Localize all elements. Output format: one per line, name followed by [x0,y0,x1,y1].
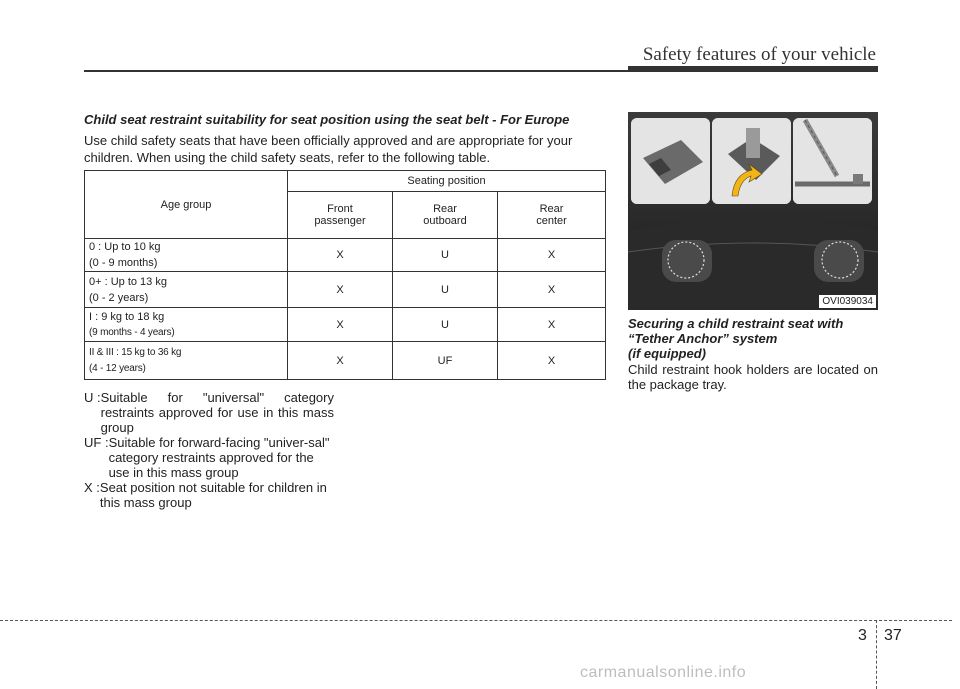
table-cell: X [288,342,393,380]
tether-title-line: (if equipped) [628,346,706,361]
table-legend [84,390,334,510]
table-cell: X [498,308,606,342]
age-group-header: Age group [85,171,288,239]
page-number: 37 [884,627,902,644]
table-cell: X [288,272,393,308]
age-cell [85,272,288,308]
intro-paragraph: Use child safety seats that have been officially approved and are appropriate for your children. When using the child safety seats, refer to the following table. [84,133,573,165]
tether-body: Child restraint hook holders are located on the package tray. [628,362,878,392]
tether-section-title [628,316,878,361]
age-cell [85,308,288,342]
age-label: 0 : Up to 10 kg [89,241,161,253]
col-header-line2: passenger [314,215,366,227]
section-title: Child seat restraint suitability for seat position using the seat belt - For Europe [84,112,570,127]
col-header-line1: Rear [539,203,564,215]
col-header-rear-center [498,192,606,239]
suitability-table [84,170,606,380]
table-cell: U [393,239,498,272]
col-header-line1: Rear [433,203,457,215]
table-row [85,272,606,308]
table-cell: U [393,308,498,342]
anchor-open-illustration [712,118,791,204]
age-cell [85,239,288,272]
age-cell [85,342,288,380]
legend-item [84,435,334,480]
table-row [85,239,606,272]
footer-rule [0,620,952,621]
table-cell: X [498,272,606,308]
table-row [85,308,606,342]
col-header-front-passenger [288,192,393,239]
legend-text: Suitable for forward-facing "univer-sal" category restraints approved for the use in this mass group [108,435,330,480]
seating-position-header: Seating position [288,171,606,192]
age-sub: (0 - 9 months) [89,257,158,269]
table-cell: X [498,342,606,380]
tether-hook-inset [793,118,872,204]
legend-key: X : [84,480,100,495]
chapter-number: 3 [858,627,867,644]
anchor-cover-illustration [631,118,710,204]
anchor-cover-inset [631,118,710,204]
table-cell: X [498,239,606,272]
legend-key: U : [84,390,101,405]
anchor-open-inset [712,118,791,204]
right-headrest [814,240,864,282]
age-label: 0+ : Up to 13 kg [89,275,167,288]
figure-code: OVI039034 [819,295,876,308]
table-cell: X [288,308,393,342]
legend-item [84,480,334,510]
tether-anchor-figure [628,112,878,310]
col-header-line2: outboard [423,215,467,227]
footer-divider [876,620,877,689]
age-label: I : 9 kg to 18 kg [89,310,165,323]
col-header-rear-outboard [393,192,498,239]
tether-hook-illustration [793,118,872,204]
table-cell: UF [393,342,498,380]
age-sub: (4 - 12 years) [89,362,146,374]
tether-title-line: Securing a child restraint seat with [628,316,844,331]
col-header-line1: Front [327,203,353,215]
header-rule [84,70,878,72]
table-cell: U [393,272,498,308]
age-sub: (0 - 2 years) [89,291,149,304]
age-label: II & III : 15 kg to 36 kg [89,346,182,358]
legend-item [84,390,334,435]
legend-text: Seat position not suitable for children in this mass group [99,480,327,510]
legend-text: Suitable for "universal" category restraints approved for use in this mass group [100,390,334,435]
tether-title-line: “Tether Anchor” system [628,331,778,346]
col-header-line2: center [536,215,567,227]
age-sub: (9 months - 4 years) [89,326,175,338]
table-row [85,342,606,380]
legend-key: UF : [84,435,109,450]
running-header: Safety features of your vehicle [642,44,876,65]
watermark: carmanualsonline.info [580,664,747,681]
table-cell: X [288,239,393,272]
